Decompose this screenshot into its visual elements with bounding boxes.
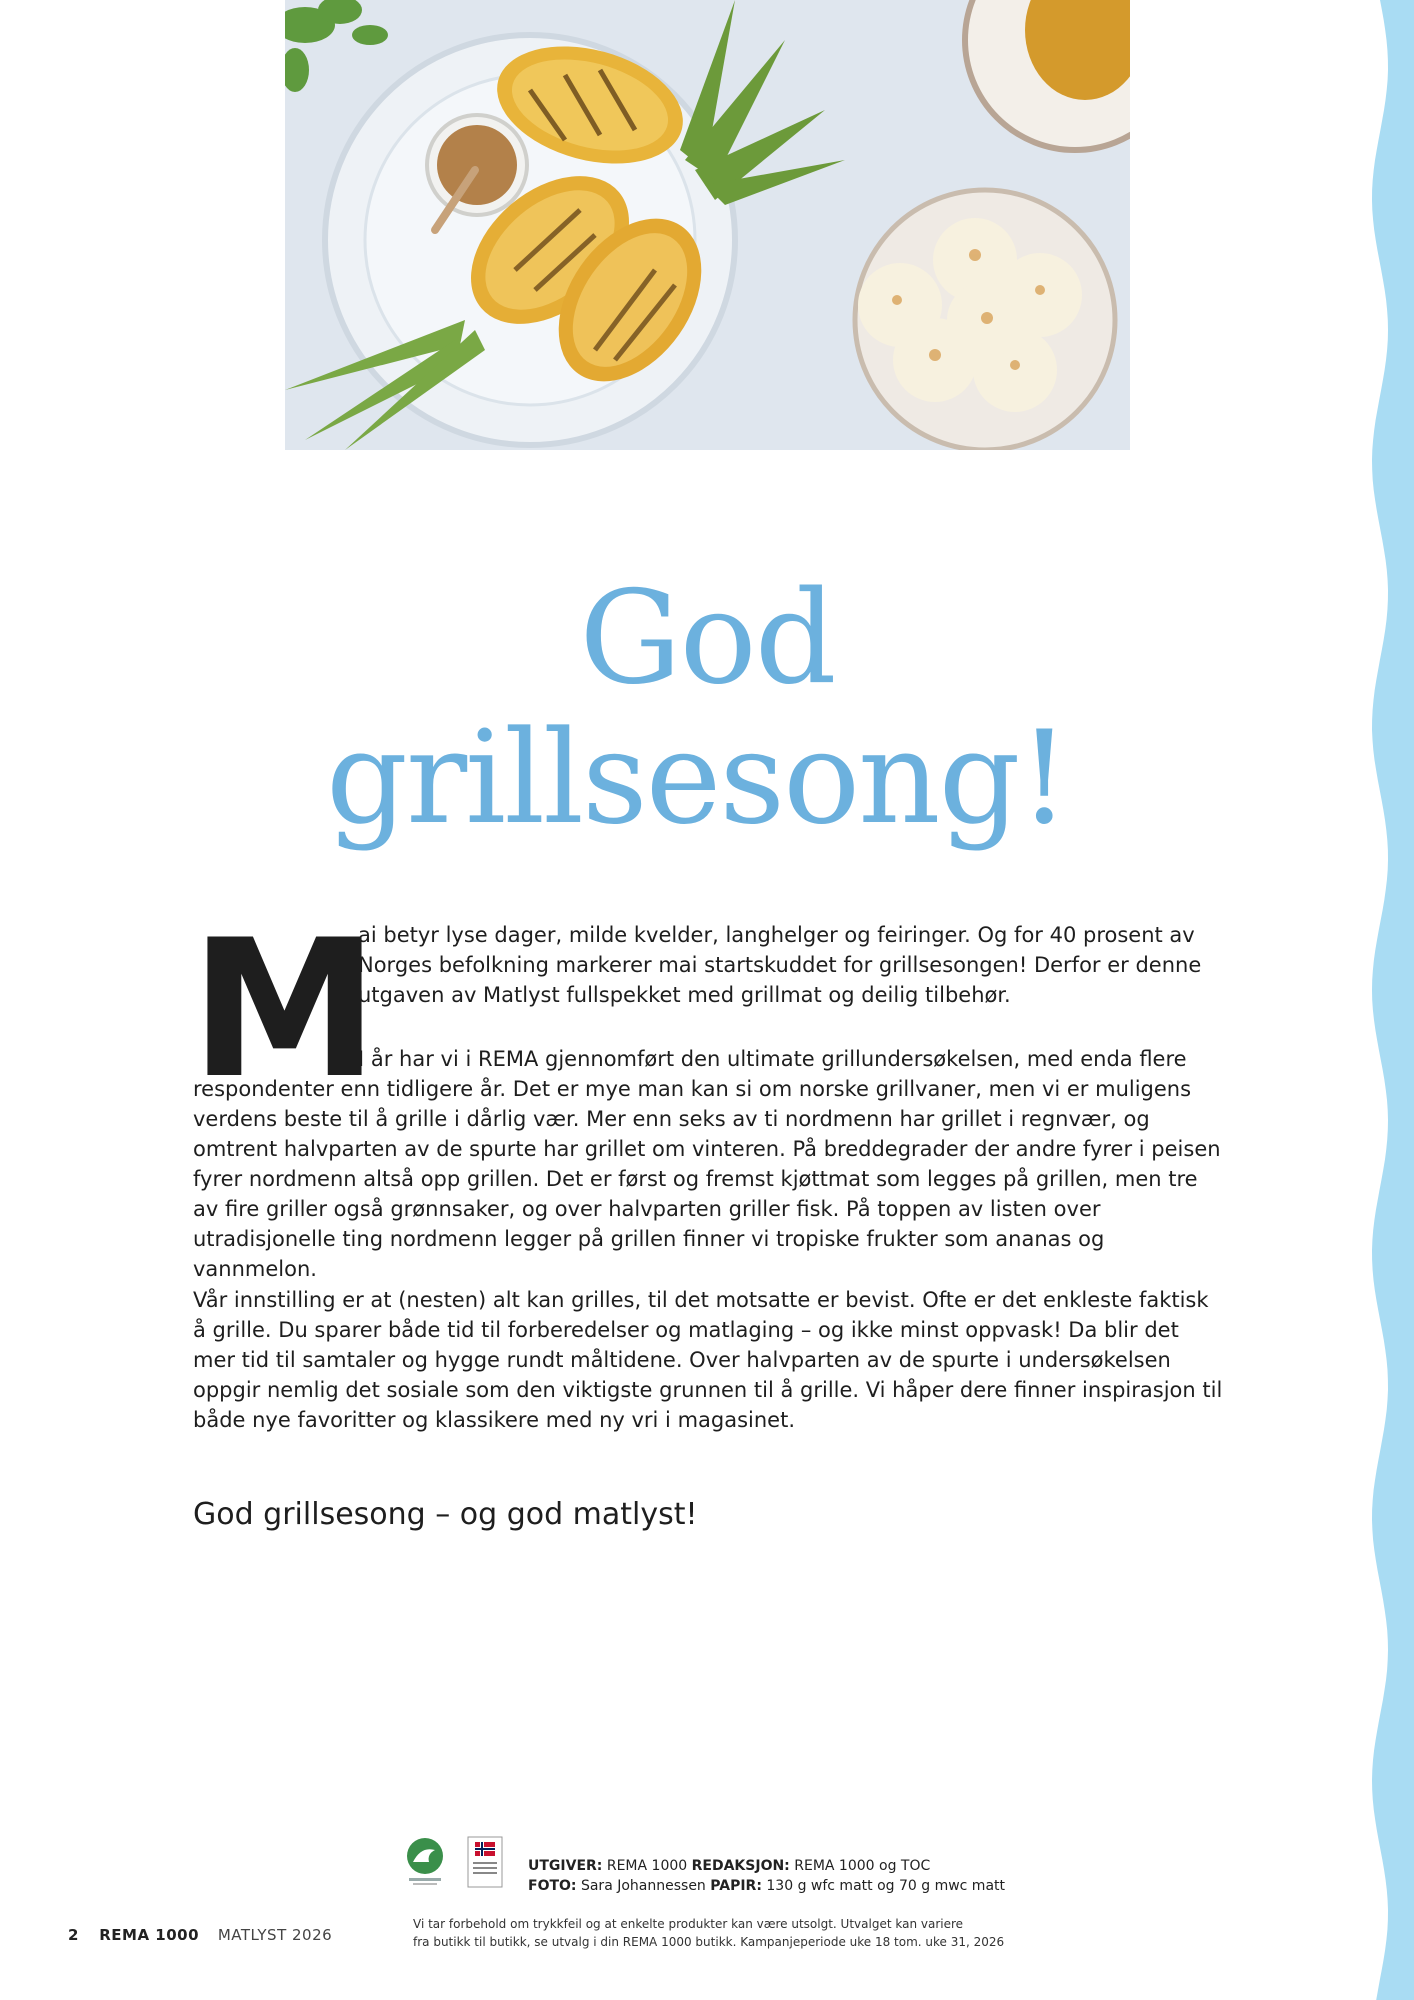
publisher-label: UTGIVER: <box>528 1858 603 1874</box>
page-number: 2 <box>68 1926 79 1944</box>
hero-photo <box>285 0 1130 450</box>
wavy-blue-border <box>1364 0 1414 2000</box>
photo-value: Sara Johannessen <box>580 1878 706 1894</box>
paragraph-intro: ai betyr lyse dager, milde kvelder, langhelger og feiringer. Og for 40 prosent av Norges befolkning markerer mai startskuddet for grillsesongen! Derfor er denne utgaven av Matlyst fullspekket med grillmat og deilig tilbehør. <box>358 923 1202 1007</box>
credits-line-1 <box>528 1856 1005 1876</box>
disclaimer <box>413 1915 1004 1951</box>
page-footer <box>68 1926 332 1944</box>
editorial-value: REMA 1000 og TOC <box>794 1858 931 1874</box>
closing-line: God grillsesong – og god matlyst! <box>193 1497 698 1532</box>
footer-brand: REMA 1000 <box>99 1926 200 1944</box>
paragraph-survey <box>193 1044 1223 1284</box>
headline-line-1: God <box>579 564 835 713</box>
editorial-label: REDAKSJON: <box>691 1858 790 1874</box>
nordic-swan-ecolabel-icon <box>405 1836 445 1888</box>
paper-value: 130 g wfc matt og 70 g mwc matt <box>766 1878 1006 1894</box>
publisher-value: REMA 1000 <box>606 1858 688 1874</box>
credits-line-2 <box>528 1876 1005 1896</box>
credits-block <box>528 1856 1005 1896</box>
photo-label: FOTO: <box>528 1878 577 1894</box>
paragraph-survey-text: I år har vi i REMA gjennomført den ultimate grillundersøkelsen, med enda flere respondenter enn tidligere år. Det er mye man kan si om norske grillvaner, men vi er muligens verdens beste til å grille i dårlig vær. Mer enn seks av ti nordmenn har grillet i regnvær, og omtrent halvparten av de spurte har grillet om vinteren. På breddegrader der andre fyrer i peisen fyrer nordmenn altså opp grillen. Det er først og fremst kjøttmat som legges på grillen, men tre av fire griller også grønnsaker, og over halvparten griller fisk. På toppen av listen over utradisjonelle ting nordmenn legger på grillen finner vi tropiske frukter som ananas og vannmelon. <box>193 1047 1221 1281</box>
paper-label: PAPIR: <box>710 1878 762 1894</box>
trykket-i-norge-icon <box>467 1836 503 1888</box>
disclaimer-line-2: fra butikk til butikk, se utvalg i din REMA 1000 butikk. Kampanjeperiode uke 18 tom. uke 31, 2026 <box>413 1935 1005 1949</box>
headline-line-2: grillsesong! <box>326 704 1068 853</box>
drop-cap: M <box>190 899 380 1120</box>
disclaimer-line-1: Vi tar forbehold om trykkfeil og at enkelte produkter kan være utsolgt. Utvalget kan variere <box>413 1917 964 1931</box>
paragraph-grilling: Vår innstilling er at (nesten) alt kan grilles, til det motsatte er bevist. Ofte er det enkleste faktisk å grille. Du sparer både tid til forberedelser og matlaging – og ikke minst oppvask! Da blir det mer tid til samtaler og hygge rundt måltidene. Over halvparten av de spurte i undersøkelsen oppgir nemlig det sosiale som den viktigste grunnen til å grille. Vi håper dere finner inspirasjon til både nye favoritter og klassikere med ny vri i magasinet. <box>193 1288 1223 1432</box>
footer-magazine: MATLYST 2026 <box>217 1926 333 1944</box>
